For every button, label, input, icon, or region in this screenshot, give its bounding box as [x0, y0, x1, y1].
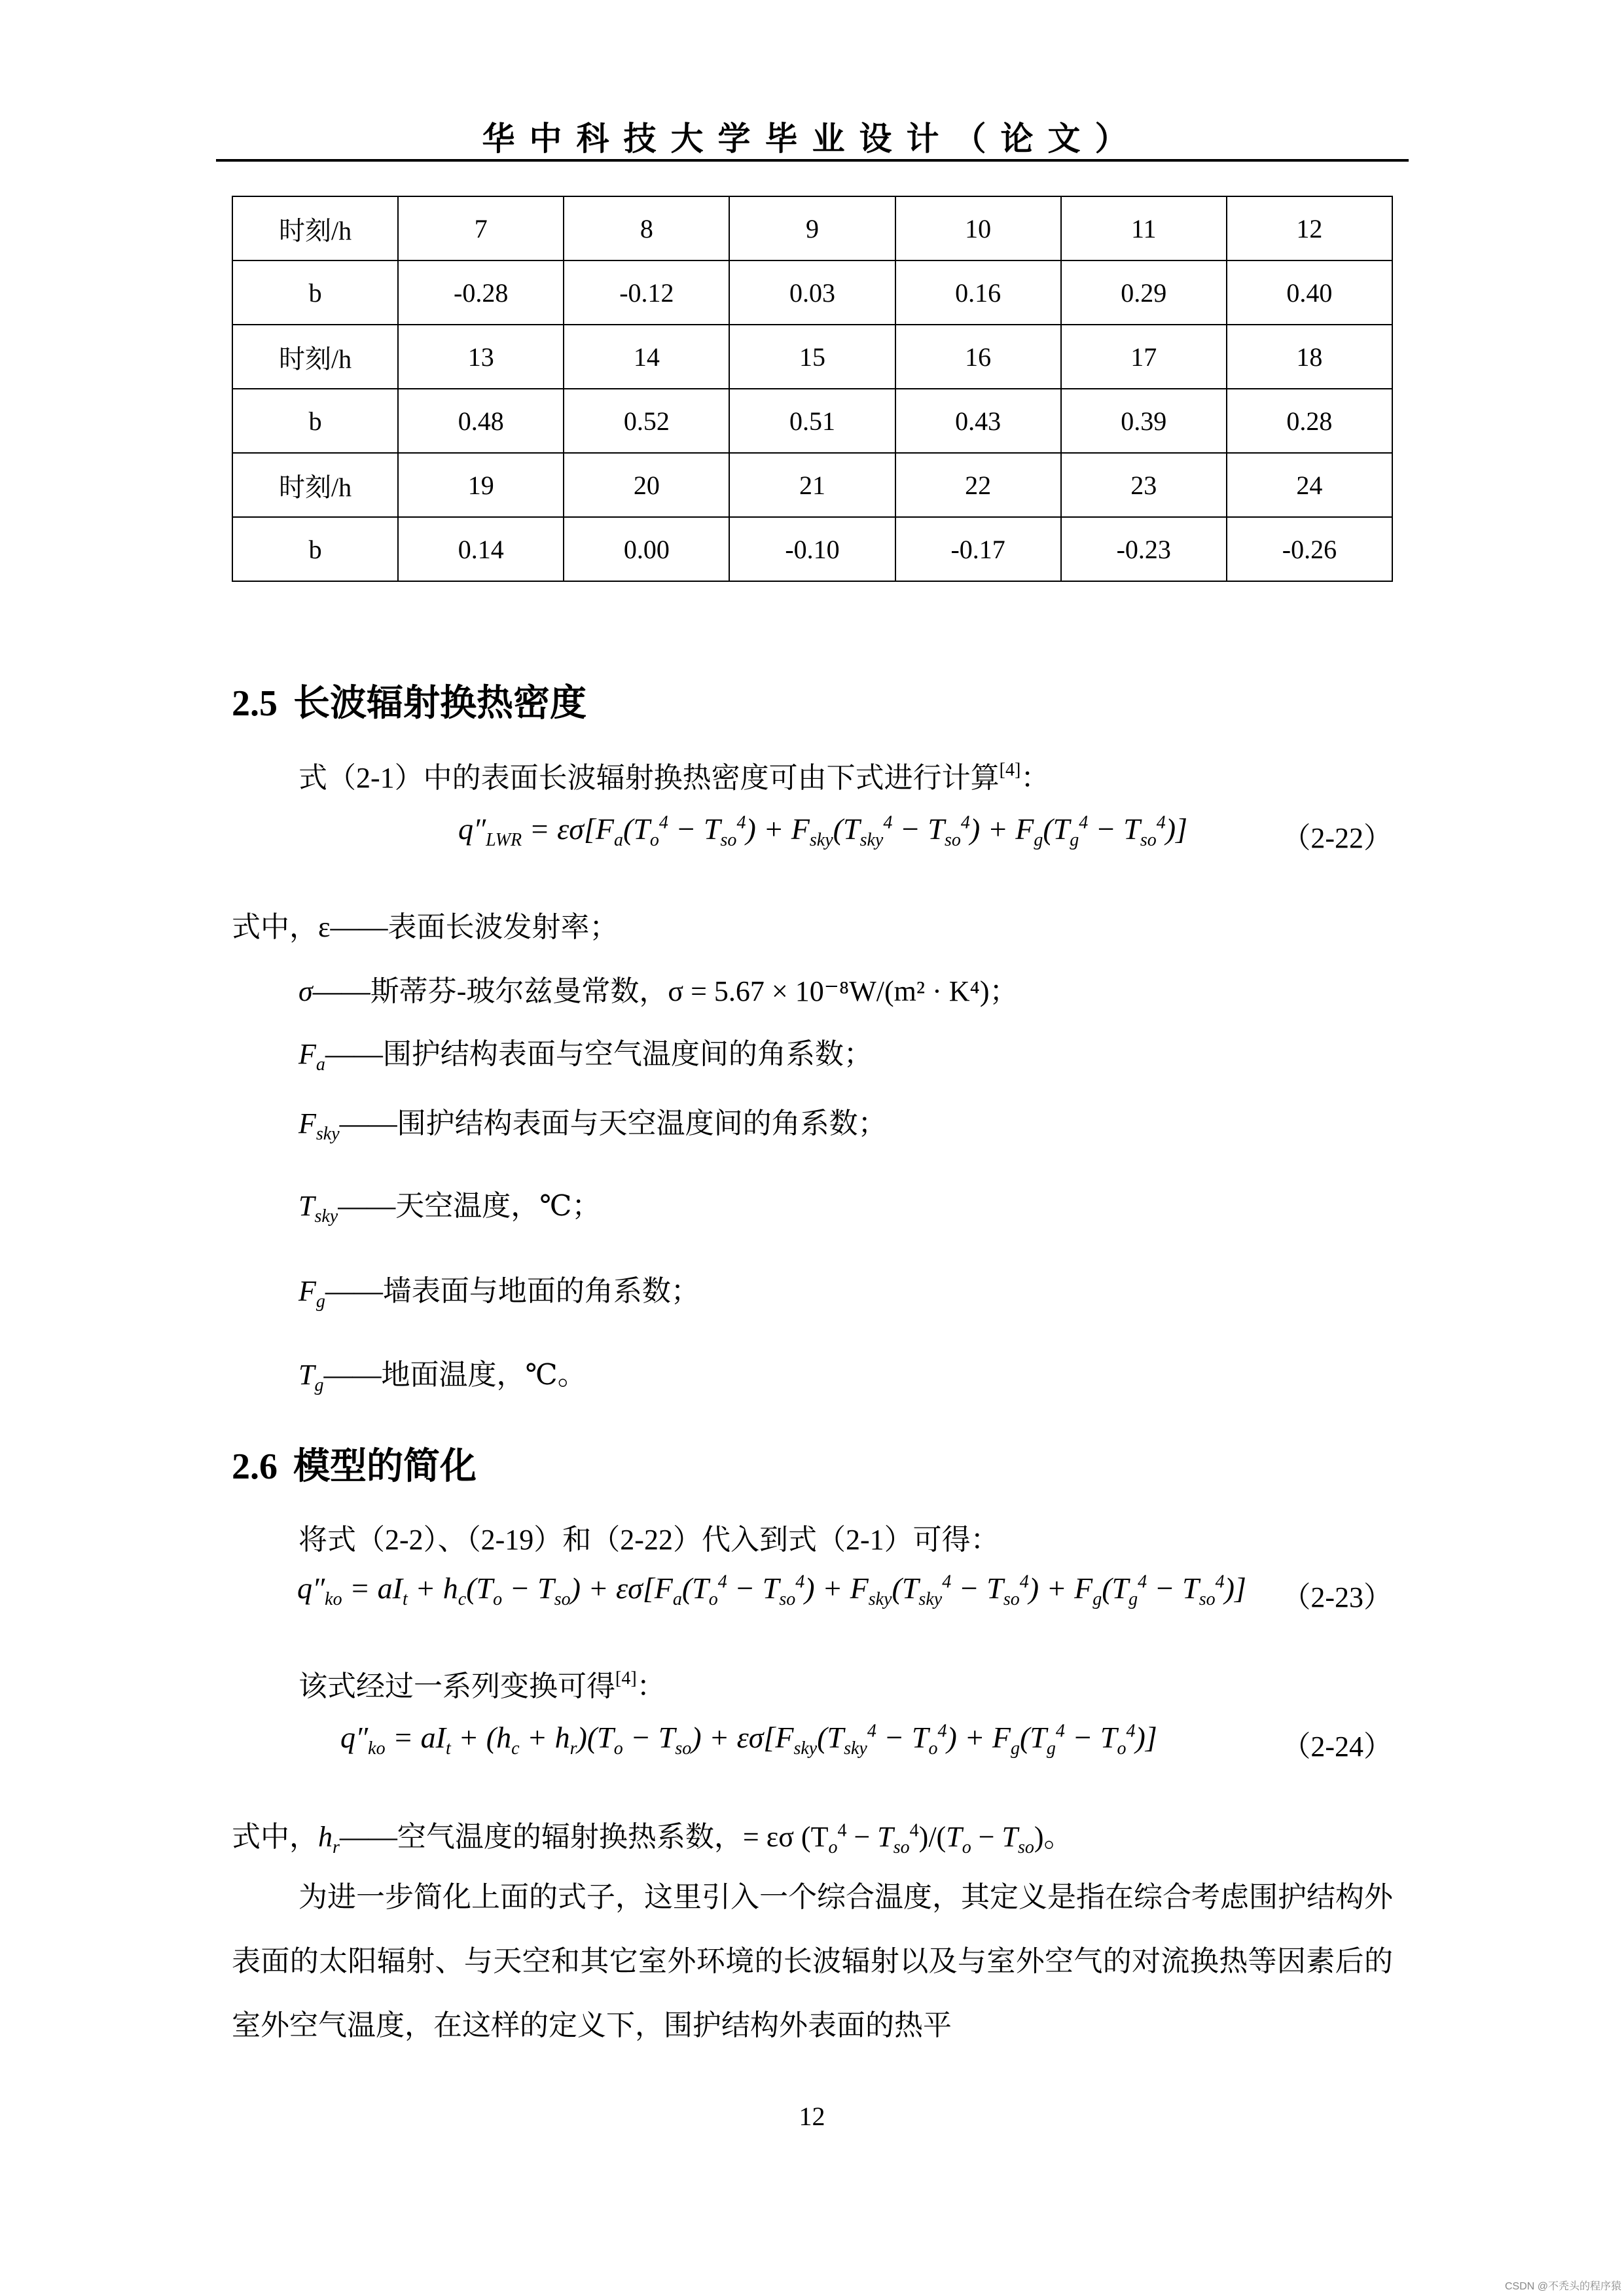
section-title: 模型的简化 [293, 1446, 477, 1487]
section-heading-2-6 [232, 1437, 477, 1490]
table-cell: 22 [895, 453, 1061, 517]
coefficient-table [232, 196, 1393, 582]
equation-2-24: $q''_{ko} = aI_t + (h_c + h_r)(T_o - T_{so}) + \varepsilon\sigma[F_{sky}(T_{sky}^4 - T_o^4) + F_g(T_g^4 - T_o^4)]$ [340, 1721, 1157, 1759]
table-cell: 18 [1227, 325, 1392, 389]
table-cell: 0.48 [398, 389, 564, 453]
transform-colon: ： [636, 1670, 666, 1702]
table-cell: 0.51 [729, 389, 895, 453]
table-cell: -0.10 [729, 517, 895, 581]
def-text: ——地面温度，℃。 [323, 1359, 586, 1391]
table-cell: 12 [1227, 196, 1392, 260]
def-text: ——表面长波发射率； [330, 911, 619, 943]
intro-paragraph-2-6: 将式（2-2）、（2-19）和（2-22）代入到式（2-1）可得： [298, 1524, 1000, 1556]
watermark: CSDN @不秃头的程序猿 [1504, 2281, 1621, 2292]
intro-text: 式（2-1）中的表面长波辐射换热密度可由下式进行计算 [298, 762, 1000, 794]
row-header-cell: 时刻/h [232, 453, 398, 517]
table-cell: 23 [1061, 453, 1227, 517]
definition-sigma [298, 967, 1019, 1009]
equation-number-2-22: （2-22） [1282, 822, 1392, 854]
row-header-cell: b [232, 517, 398, 581]
intro-colon: ： [1020, 762, 1050, 794]
def-subscript: sky [314, 1206, 338, 1227]
table-cell: 13 [398, 325, 564, 389]
transform-text: 该式经过一系列变换可得 [298, 1670, 615, 1702]
table-row [232, 389, 1392, 453]
page-number: 12 [799, 2102, 825, 2131]
table-cell: -0.17 [895, 517, 1061, 581]
definition-tg [298, 1351, 586, 1396]
row-header-cell: 时刻/h [232, 325, 398, 389]
intro-paragraph-2-5 [298, 754, 1049, 796]
row-header-cell: 时刻/h [232, 196, 398, 260]
citation[interactable]: [4] [999, 760, 1021, 780]
def-text: ——围护结构表面与空气温度间的角系数； [325, 1038, 873, 1070]
section-number: 2.5 [232, 683, 278, 724]
def-symbol: h [318, 1821, 333, 1853]
table-cell: 20 [564, 453, 729, 517]
table-row [232, 325, 1392, 389]
table-cell: 10 [895, 196, 1061, 260]
def-text: ——天空温度，℃； [338, 1190, 601, 1222]
transform-paragraph [298, 1662, 666, 1704]
def-symbol: F [298, 1275, 316, 1307]
table-cell: -0.12 [564, 260, 729, 325]
def-prefix: 式中， [232, 1821, 318, 1853]
equation-2-22: $q''_{LWR} = \varepsilon\sigma[F_a(T_o^4 - T_{so}^4) + F_{sky}(T_{sky}^4 - T_{so}^4) + F_g(T_g^4 - T_{so}^4)]$ [458, 812, 1188, 851]
def-subscript: r [333, 1837, 340, 1857]
table-cell: 11 [1061, 196, 1227, 260]
def-symbol: ε [318, 911, 331, 943]
table-cell: 0.29 [1061, 260, 1227, 325]
row-header-cell: b [232, 260, 398, 325]
table-row [232, 260, 1392, 325]
def-text: ——墙表面与地面的角系数； [325, 1275, 700, 1307]
def-symbol: T [298, 1359, 315, 1391]
table-cell: 0.40 [1227, 260, 1392, 325]
table-cell: 0.52 [564, 389, 729, 453]
page-header-title: 华中科技大学毕业设计（论文） [482, 120, 1142, 157]
table-cell: 21 [729, 453, 895, 517]
def-subscript: a [316, 1054, 325, 1075]
section-heading-2-5 [232, 674, 586, 726]
table-cell: 17 [1061, 325, 1227, 389]
table-cell: 0.14 [398, 517, 564, 581]
header-rule [216, 159, 1409, 162]
table-cell: -0.23 [1061, 517, 1227, 581]
table-cell: 0.03 [729, 260, 895, 325]
def-text: ——围护结构表面与天空温度间的角系数； [339, 1107, 887, 1139]
row-header-cell: b [232, 389, 398, 453]
table-cell: 8 [564, 196, 729, 260]
table-cell: 19 [398, 453, 564, 517]
definition-hr: 式中，$h_r——$空气温度的辐射换热系数，= εσ $(T_o^4 - T_{so}^4)/(T_o - T_{so})$。 [232, 1820, 1073, 1857]
citation[interactable]: [4] [615, 1668, 637, 1689]
table-row [232, 453, 1392, 517]
equation-number-2-23: （2-23） [1282, 1581, 1392, 1613]
def-subscript: g [316, 1291, 325, 1312]
def-text: ——斯蒂芬-玻尔兹曼常数，σ = 5.67 × 10⁻⁸W/(m² · K⁴)； [312, 975, 1019, 1007]
def-symbol: T [298, 1190, 315, 1222]
table-cell: -0.28 [398, 260, 564, 325]
table-cell: 16 [895, 325, 1061, 389]
def-symbol: F [298, 1038, 316, 1070]
table-row [232, 196, 1392, 260]
table-cell: -0.26 [1227, 517, 1392, 581]
table-cell: 9 [729, 196, 895, 260]
table-row [232, 517, 1392, 581]
table-cell: 0.28 [1227, 389, 1392, 453]
def-text: ——空气温度的辐射换热系数，= εσ (T [339, 1821, 829, 1853]
section-title: 长波辐射换热密度 [293, 683, 586, 724]
section-number: 2.6 [232, 1446, 278, 1487]
def-subscript: sky [316, 1123, 340, 1144]
definition-fg [298, 1267, 700, 1312]
def-symbol: σ [298, 975, 313, 1007]
table-cell: 14 [564, 325, 729, 389]
def-subscript: g [314, 1374, 324, 1395]
table-cell: 0.16 [895, 260, 1061, 325]
equation-2-23: $q''_{ko} = aI_t + h_c(T_o - T_{so}) + \varepsilon\sigma[F_a(T_o^4 - T_{so}^4) + F_{sky}(T_{sky}^4 - T_{so}^4) + F_g(T_g^4 - T_{so}^4)]$ [297, 1571, 1246, 1610]
body-paragraph: 为进一步简化上面的式子，这里引入一个综合温度，其定义是指在综合考虑围护结构外表面的太阳辐射、与天空和其它室外环境的长波辐射以及与室外空气的对流换热等因素后的室外空气温度，在这样的定义下，围护结构外表面的热平 [232, 1881, 1393, 2041]
definition-tsky [298, 1182, 600, 1227]
equation-number-2-24: （2-24） [1282, 1731, 1392, 1763]
table-cell: 0.00 [564, 517, 729, 581]
definition-fsky [298, 1100, 887, 1145]
definition-fa [298, 1030, 873, 1075]
def-symbol: F [298, 1107, 316, 1139]
definition-epsilon [232, 903, 618, 945]
table-cell: 7 [398, 196, 564, 260]
table-cell: 0.39 [1061, 389, 1227, 453]
table-cell: 24 [1227, 453, 1392, 517]
def-prefix: 式中， [232, 911, 318, 943]
table-cell: 0.43 [895, 389, 1061, 453]
table-cell: 15 [729, 325, 895, 389]
